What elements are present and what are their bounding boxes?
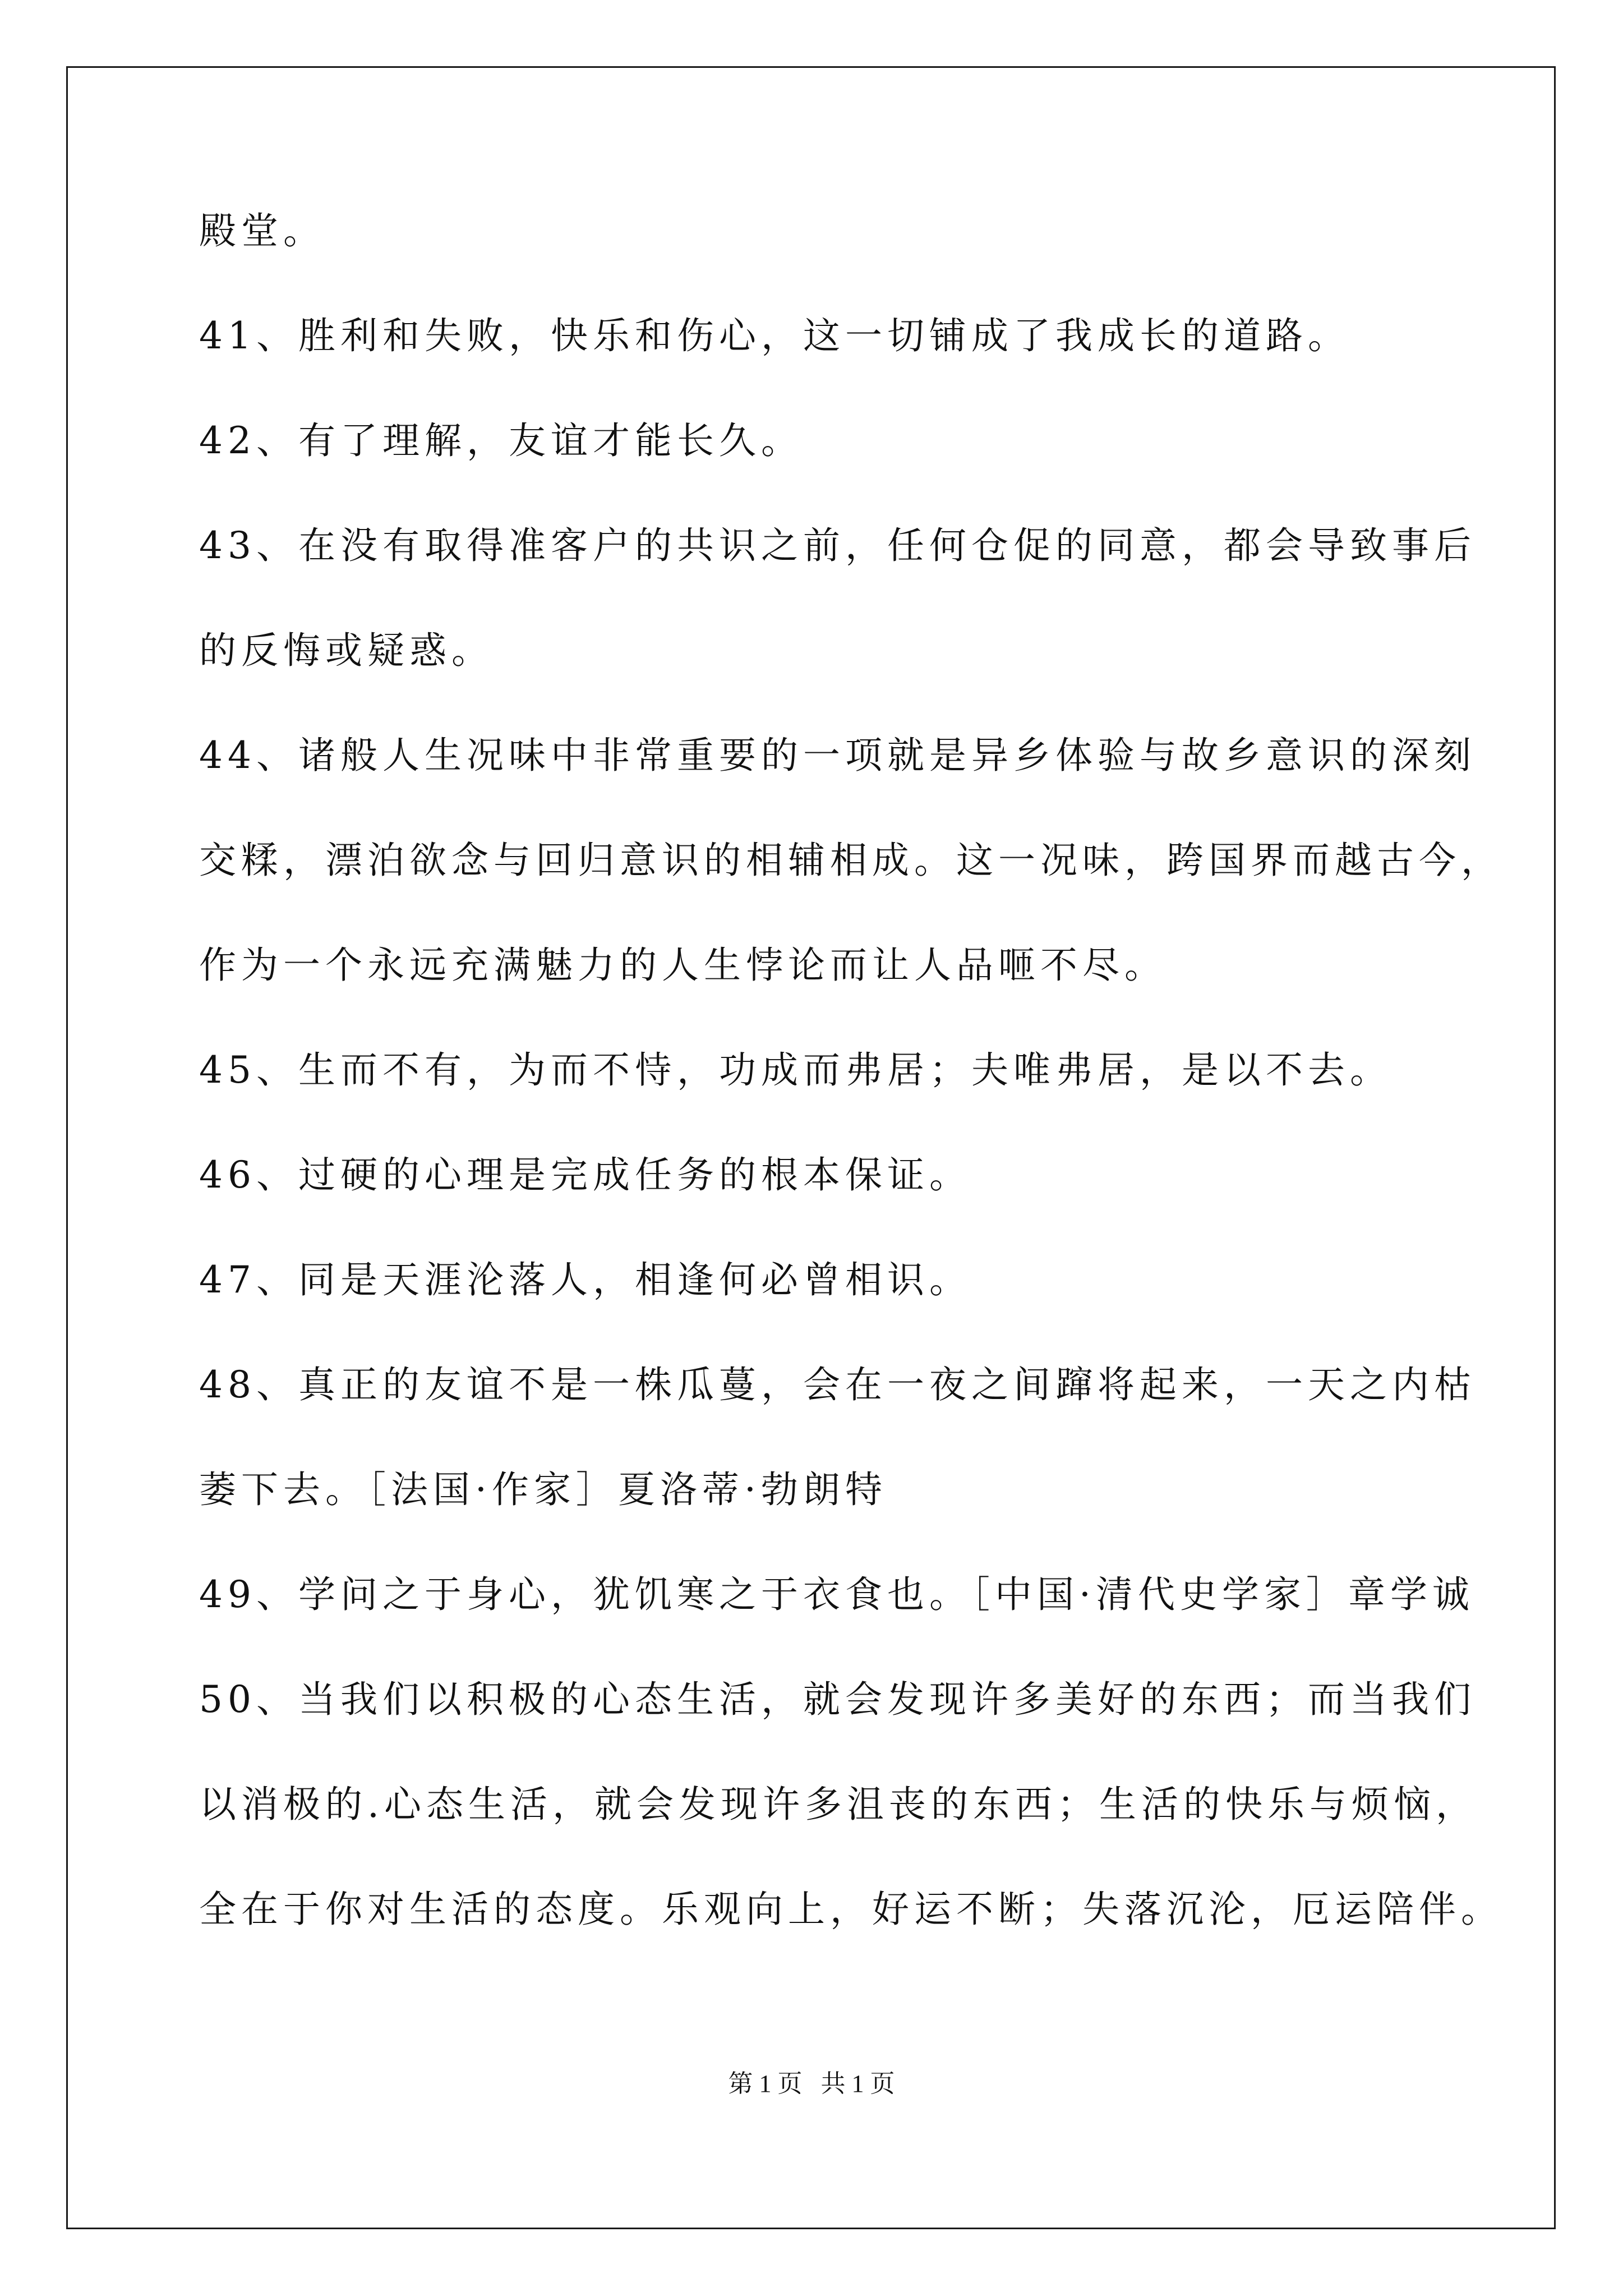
text-line: 作为一个永远充满魅力的人生悖论而让人品咂不尽。 xyxy=(199,944,1166,987)
text-line: 的反悔或疑惑。 xyxy=(199,629,494,672)
text-line: 50、当我们以积极的心态生活，就会发现许多美好的东西；而当我们 xyxy=(199,1678,1476,1721)
text-line: 48、真正的友谊不是一株瓜蔓，会在一夜之间蹿将起来，一天之内枯 xyxy=(199,1363,1476,1406)
text-line: 46、过硬的心理是完成任务的根本保证。 xyxy=(199,1153,971,1197)
page-number: 第 1 页 共 1 页 xyxy=(728,2070,895,2097)
text-line: 萎下去。［法国·作家］夏洛蒂·勃朗特 xyxy=(199,1468,887,1511)
text-line: 44、诸般人生况味中非常重要的一项就是异乡体验与故乡意识的深刻 xyxy=(199,734,1476,777)
text-line: 41、胜利和失败，快乐和伤心，这一切铺成了我成长的道路。 xyxy=(199,314,1350,357)
text-line: 全在于你对生活的态度。乐观向上，好运不断；失落沉沦，厄运陪伴。 xyxy=(199,1888,1503,1931)
text-line: 以消极的.心态生活，就会发现许多沮丧的东西；生活的快乐与烦恼， xyxy=(199,1783,1478,1826)
text-line: 47、同是天涯沦落人，相逢何必曾相识。 xyxy=(199,1258,971,1301)
text-line: 45、生而不有，为而不恃，功成而弗居；夫唯弗居，是以不去。 xyxy=(199,1048,1392,1092)
text-line: 殿堂。 xyxy=(199,209,325,252)
text-line: 43、在没有取得准客户的共识之前，任何仓促的同意，都会导致事后 xyxy=(199,524,1476,567)
text-line: 交糅，漂泊欲念与回归意识的相辅相成。这一况味，跨国界而越古今， xyxy=(199,839,1503,882)
text-line: 49、学问之于身心，犹饥寒之于衣食也。［中国·清代史学家］章学诚 xyxy=(199,1573,1474,1616)
text-line: 42、有了理解，友谊才能长久。 xyxy=(199,419,803,462)
